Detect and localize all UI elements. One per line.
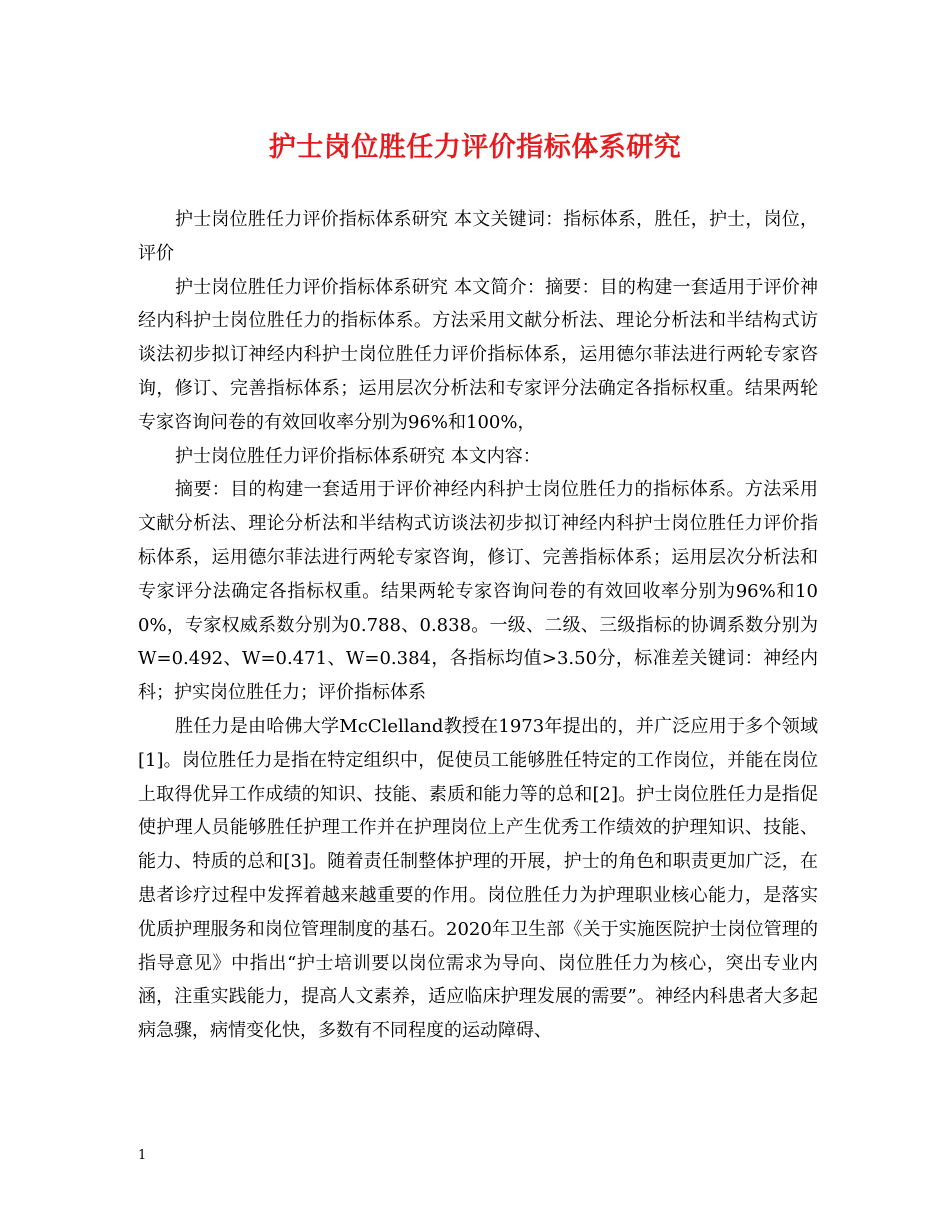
page-number: 1 [138,1148,147,1163]
summary-paragraph: 护士岗位胜任力评价指标体系研究 本文简介：摘要：目的构建一套适用于评价神经内科护士岗位胜任力的指标体系。方法采用文献分析法、理论分析法和半结构式访谈法初步拟订神经内科护士岗位胜任力评价指标体系，运用德尔菲法进行两轮专家咨询，修订、完善指标体系；运用层次分析法和专家评分法确定各指标权重。结果两轮专家咨询问卷的有效回收率分别为96%和100%， [138,276,818,433]
document-body [138,203,818,1048]
content-heading-paragraph: 护士岗位胜任力评价指标体系研究 本文内容： [175,445,541,467]
abstract-paragraph: 摘要：目的构建一套适用于评价神经内科护士岗位胜任力的指标体系。方法采用文献分析法、理论分析法和半结构式访谈法初步拟订神经内科护士岗位胜任力评价指标体系，运用德尔菲法进行两轮专家咨询，修订、完善指标体系；运用层次分析法和专家评分法确定各指标权重。结果两轮专家咨询问卷的有效回收率分别为96%和100%，专家权威系数分别为0.788、0.838。一级、二级、三级指标的协调系数分别为W=0.492、W=0.471、W=0.384，各指标均值>3.50分，标准差关键词：神经内科；护实岗位胜任力；评价指标体系 [138,479,818,704]
keywords-paragraph: 护士岗位胜任力评价指标体系研究 本文关键词：指标体系，胜任，护士，岗位，评价 [138,209,818,264]
introduction-paragraph: 胜任力是由哈佛大学McClelland教授在1973年提出的，并广泛应用于多个领域[1]。岗位胜任力是指在特定组织中，促使员工能够胜任特定的工作岗位，并能在岗位上取得优异工作成绩的知识、技能、素质和能力等的总和[2]。护士岗位胜任力是指促使护理人员能够胜任护理工作并在护理岗位上产生优秀工作绩效的护理知识、技能、能力、特质的总和[3]。随着责任制整体护理的开展，护士的角色和职责更加广泛，在患者诊疗过程中发挥着越来越重要的作用。岗位胜任力为护理职业核心能力，是落实优质护理服务和岗位管理制度的基石。2020年卫生部《关于实施医院护士岗位管理的指导意见》中指出“护士培训要以岗位需求为导向、岗位胜任力为核心，突出专业内涵，注重实践能力，提高人文素养，适应临床护理发展的需要”。神经内科患者大多起病急骤，病情变化快，多数有不同程度的运动障碍、 [138,715,818,1042]
document-title: 护士岗位胜任力评价指标体系研究 [268,132,682,163]
